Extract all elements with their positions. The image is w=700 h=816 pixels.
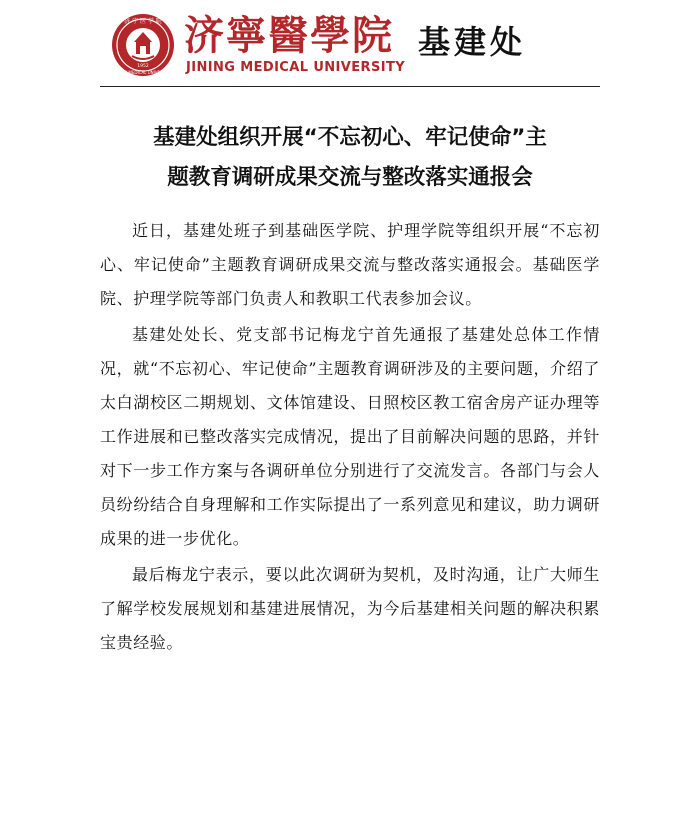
paragraph-2: 基建处处长、党支部书记梅龙宁首先通报了基建处总体工作情况，就“不忘初心、牢记使命”主题教育调研涉及的主要问题，介绍了太白湖校区二期规划、文体馆建设、日照校区教工宿舍房产证办理等工作进展和已整改落实完成情况，提出了目前解决问题的思路，并针对下一步工作方案与各调研单位分别进行了交流发言。各部门与会人员纷纷结合自身理解和工作实际提出了一系列意见和建议，助力调研成果的进一步优化。 — [100, 325, 600, 548]
svg-text:1952: 1952 — [137, 64, 149, 69]
paragraph-1: 近日，基建处班子到基础医学院、护理学院等组织开展“不忘初心、牢记使命”主题教育调研成果交流与整改落实通报会。基础医学院、护理学院等部门负责人和教职工代表参加会议。 — [100, 221, 600, 308]
article-title-line-1: 基建处组织开展“不忘初心、牢记使命”主 — [153, 125, 547, 150]
header-divider — [100, 86, 600, 87]
article-title-line-2: 题教育调研成果交流与整改落实通报会 — [167, 165, 533, 190]
svg-text:济 宁 医 学 院: 济 宁 医 学 院 — [124, 18, 162, 25]
department-name: 基建处 — [418, 23, 527, 61]
paragraph-3: 最后梅龙宁表示，要以此次调研为契机，及时沟通，让广大师生了解学校发展规划和基建进展情况，为今后基建相关问题的解决积累宝贵经验。 — [100, 565, 600, 652]
article-body — [100, 214, 600, 662]
university-seal-logo — [110, 12, 176, 78]
article-title — [100, 118, 600, 198]
university-name-cn: 济寧醫學院 — [184, 12, 394, 59]
svg-text:JINING MEDICAL UNIVERSITY: JINING MEDICAL UNIVERSITY — [114, 70, 172, 75]
university-name-en: JINING MEDICAL UNIVERSITY — [186, 60, 406, 75]
page-header — [100, 8, 600, 84]
